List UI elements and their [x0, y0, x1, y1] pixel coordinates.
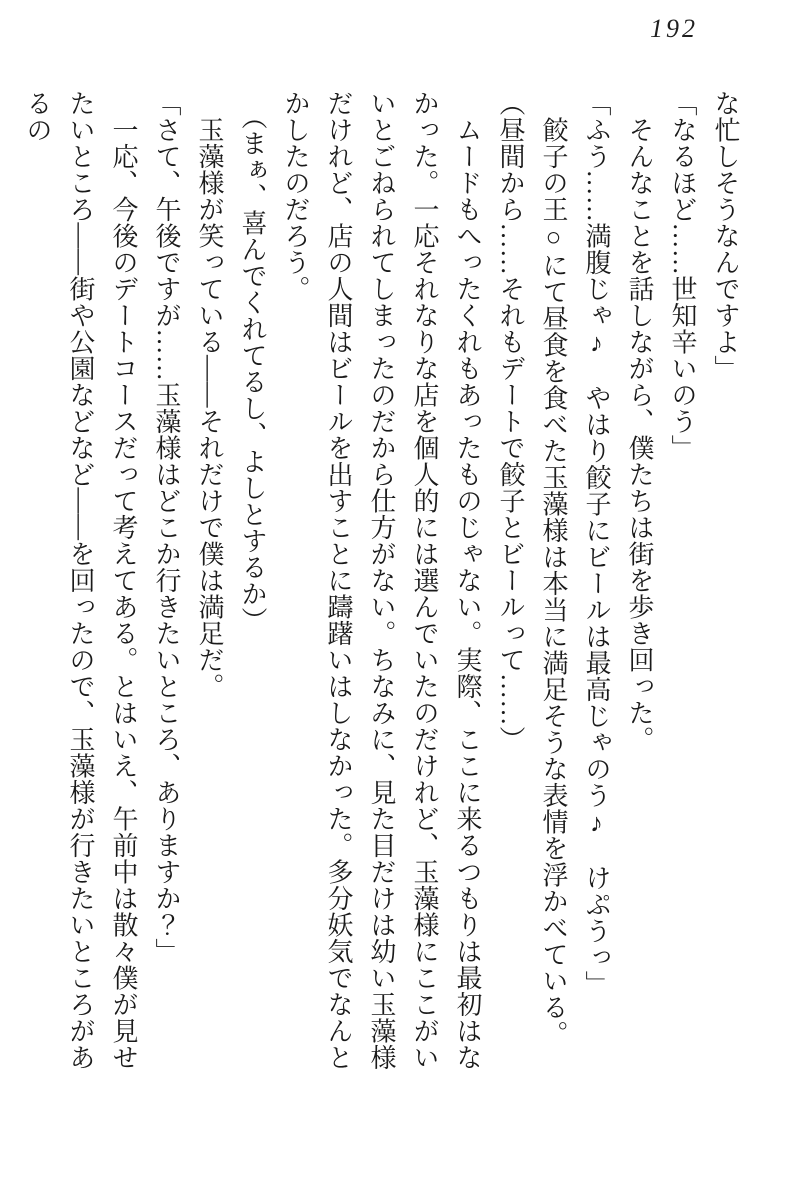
paragraph-dialogue: 「さて、午後ですが……玉藻様はどこか行きたいところ、ありますか？」 — [152, 90, 181, 965]
vertical-text-block — [23, 90, 747, 1080]
paragraph-narration: そんなことを話しながら、僕たちは街を歩き回った。 — [625, 90, 654, 753]
paragraph-narration: 玉藻様が笑っている――それだけで僕は満足だ。 — [195, 90, 224, 700]
paragraph-narration: 一応、今後のデートコースだって考えてある。とはいえ、午前中は散々僕が見せたいところ――街や公園などなど――を回ったので、玉藻様が行きたいところがあるの — [23, 90, 138, 1071]
paragraph-dialogue: 「ふう……満腹じゃ♪ やはり餃子にビールは最高じゃのう♪ けぷうっ」 — [582, 90, 611, 997]
paragraph-narration: 餃子の王○にて昼食を食べた玉藻様は本当に満足そうな表情を浮かべている。 — [539, 90, 568, 1047]
paragraph-narration: ムードもへったくれもあったものじゃない。実際、ここに来るつもりは最初はなかった。一応それなりな店を個人的には選んでいたのだけれど、玉藻様にここがいいとごねられてしまったのだから仕方がない。ちなみに、見た目だけは幼い玉藻様だけれど、店の人間はビールを出すことに躊躇いはしなかった。多分妖気でなんとかしたのだろう。 — [281, 90, 482, 1071]
paragraph-inner-thought: （昼間から……それもデートで餃子とビールって……） — [496, 90, 525, 753]
paragraph-dialogue: 「なるほど……世知辛いのう」 — [668, 90, 697, 461]
paragraph-inner-thought: （まぁ、喜んでくれてるし、よしとするか） — [238, 90, 267, 634]
paragraph-continuation: な忙しそうなんですよ」 — [711, 90, 740, 382]
page-number: 192 — [650, 14, 698, 43]
